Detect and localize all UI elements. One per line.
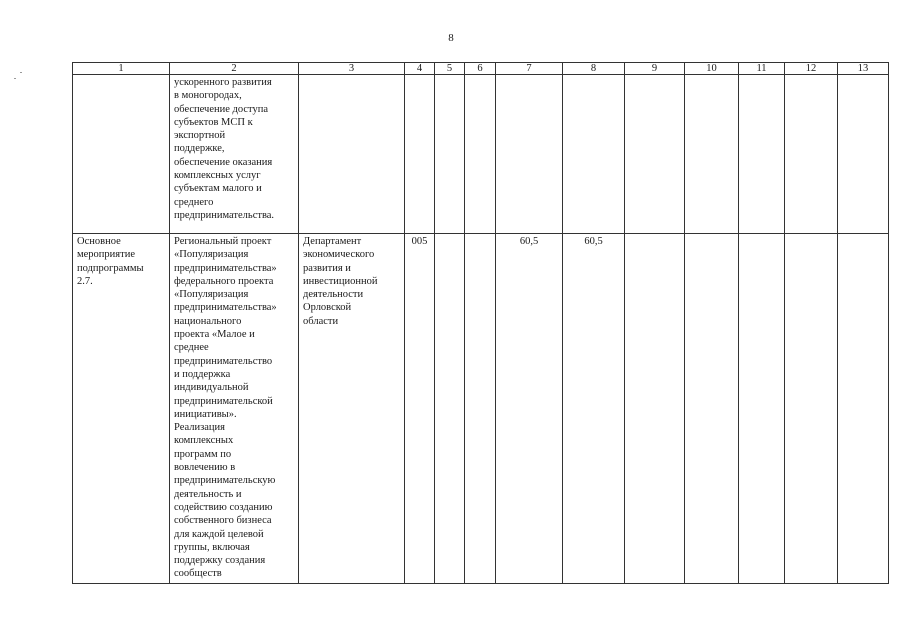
row-cell-value — [563, 75, 625, 234]
row-cell — [838, 234, 889, 584]
row-cell-value: 60,5 — [496, 234, 563, 584]
row-cell — [685, 75, 739, 234]
header-row — [73, 63, 889, 75]
row-cell — [838, 75, 889, 234]
row-cell-value: 60,5 — [563, 234, 625, 584]
row-cell-executor: Департамент экономического развития и инвестиционной деятельности Орловской области — [299, 234, 405, 584]
row-cell — [465, 234, 496, 584]
header-cell: 1 — [73, 63, 170, 75]
budget-table — [72, 62, 889, 584]
header-cell: 7 — [496, 63, 563, 75]
row-cell-code: 005 — [405, 234, 435, 584]
row-cell — [435, 75, 465, 234]
row-cell — [625, 234, 685, 584]
scan-speck — [14, 78, 16, 79]
table-row — [73, 234, 889, 584]
header-cell: 6 — [465, 63, 496, 75]
row-cell-name — [73, 75, 170, 234]
header-cell: 5 — [435, 63, 465, 75]
row-cell — [739, 234, 785, 584]
header-cell: 11 — [739, 63, 785, 75]
page-number: 8 — [448, 32, 454, 44]
row-cell — [685, 234, 739, 584]
row-cell-code — [405, 75, 435, 234]
row-cell-description: Региональный проект «Популяризация предпринимательства» федерального проекта «Популяризация предпринимательства» национального проекта «Малое и среднее предпринимательство и поддержка индивидуальной предпринимательской инициативы». Реализация комплексных программ по вовлечению в предпринимательскую деятельность и содействию созданию собственного бизнеса для каждой целевой группы, включая поддержку создания сообществ — [170, 234, 299, 584]
row-cell-value — [496, 75, 563, 234]
header-cell: 2 — [170, 63, 299, 75]
row-cell-name: Основное мероприятие подпрограммы 2.7. — [73, 234, 170, 584]
row-cell — [739, 75, 785, 234]
header-cell: 13 — [838, 63, 889, 75]
header-cell: 9 — [625, 63, 685, 75]
header-cell: 3 — [299, 63, 405, 75]
row-cell — [625, 75, 685, 234]
row-cell — [785, 75, 838, 234]
row-cell-executor — [299, 75, 405, 234]
table-row — [73, 75, 889, 234]
header-cell: 10 — [685, 63, 739, 75]
row-cell-description: ускоренного развития в моногородах, обеспечение доступа субъектов МСП к экспортной поддержке, обеспечение оказания комплексных услуг субъектам малого и среднего предпринимательства. — [170, 75, 299, 234]
scan-speck — [20, 72, 22, 73]
row-cell — [465, 75, 496, 234]
header-cell: 8 — [563, 63, 625, 75]
row-cell — [435, 234, 465, 584]
row-cell — [785, 234, 838, 584]
header-cell: 12 — [785, 63, 838, 75]
header-cell: 4 — [405, 63, 435, 75]
